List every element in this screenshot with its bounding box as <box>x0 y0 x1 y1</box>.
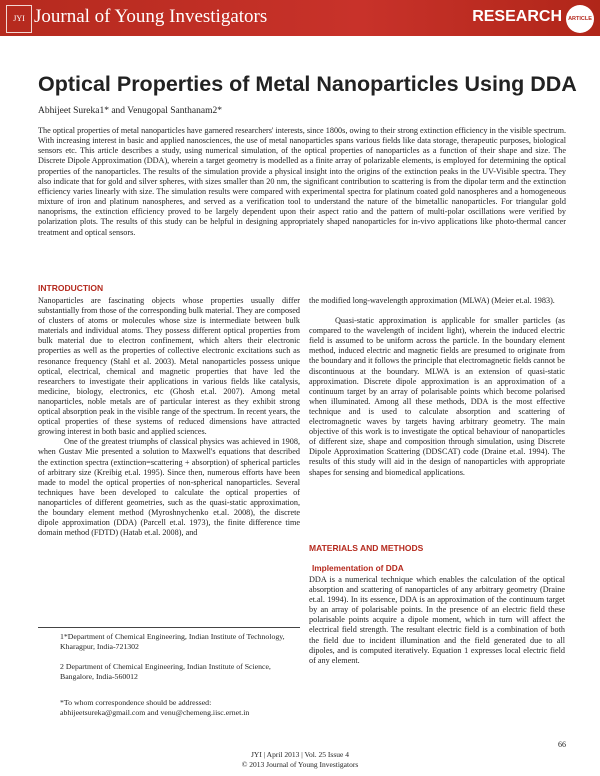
abstract: The optical properties of metal nanoparticles have garnered researchers' interests, since 1800s, owing to their strong extinction efficiency in the visible spectrum. With increasing interest in basic and applied nanosciences, the use of metal nanoparticles spans various fields like data storage, therapeutic purposes, biological sensors etc. This article describes a study, using numerical simulation, of the optical properties of nanoparticles as a function of their shape and size. The Discrete Dipole Approximation (DDA), wherein a target geometry is modelled as a finite array of polarizable elements, is employed for determining the optical properties of the nanoparticles. The results of the simulation provide a physical insight into the origins of the extinction peaks in the UV-Visible spectra. They also indicate that for gold and silver spheres, with sizes smaller than 20 nm, the significant contribution to scattering is from the dipolar term and the extinction efficiency varies linearly with size. The simulation results were compared with experimental spectra for platinum coated gold nanospheres and a homogeneous mixture of iron and platinum nanospheres, and served as a verification tool to understand the nature of the bimetallic nanoparticles. For triangular gold nanoprisms, the extinction efficiency proved to be largely dependent upon their aspect ratio and the pattern of multi-polar oscillations were verified by polarization plots. The results of this study can be helpful in designing appropriately shaped nanoparticles for in-vivo applications like photo-thermal cancer treatment and optical sensors. <box>38 126 566 237</box>
footnote-1: 1*Department of Chemical Engineering, Indian Institute of Technology, Kharagpur, India-721302 <box>60 632 285 651</box>
journal-header <box>0 0 600 36</box>
journal-logo: JYI <box>6 5 32 33</box>
correspondence-emails: abhijeetsureka@gmail.com and venu@chemeng.iisc.ernet.in <box>60 708 250 717</box>
intro-paragraph-2: One of the greatest triumphs of classical physics was achieved in 1908, when Gustav Mie presented a solution to Maxwell's equations that described the extinction spectra (extinction=scattering + absorption) of spherical particles of arbitrary size (Kreibig et.al. 1995). Since then, numerous efforts have been made to model the optical properties of non-spherical nanoparticles. Several techniques have been developed to calculate the optical properties of nanoparticles of different geometries, such as the quasi-static approximation, the boundary element method (Myroshnychenko et.al. 2008), the discrete dipole approximation (DDA) (Parcell et.al. 1973), the finite difference time domain method (FDTD) (Hatab et.al. 2008), and <box>38 437 300 538</box>
research-label: RESEARCH <box>472 8 562 25</box>
methods-heading: MATERIALS AND METHODS <box>309 543 424 553</box>
footnote-2: 2 Department of Chemical Engineering, Indian Institute of Science, Bangalore, India-560012 <box>60 662 271 681</box>
article-badge: ARTICLE <box>566 5 594 33</box>
intro-paragraph-4: Quasi-static approximation is applicable for smaller particles (as compared to the wavelength of incident light), wherein the induced electric field is assumed to be uniform across the particle. In the boundary element method, induced electric and magnetic fields are presumed to originate from the boundary and it follows the principle that electromagnetic fields cannot be discontinuous at the boundary. MLWA is an extension of quasi-static approximation. Discrete dipole approximation is an approximation of a continuum target by an array of polarisable points which become polarised when illuminated. Among all these methods, DDA is the most effective technique and is used to calculate absorption and scattering of electromagnetic waves by targets having arbitrary geometry. The main objective of this work is to investigate the optical behaviour of nanoparticles of different size, shape and composition through simulation, using Discrete Dipole Approximation Scattering (DDSCAT) code (Draine et.al. 1994). The results of this study will aid in the design of nanoparticles with appropriate shapes for sensing and biomedical applications. <box>309 316 565 477</box>
paper-authors: Abhijeet Sureka1* and Venugopal Santhanam2* <box>38 106 222 116</box>
intro-paragraph-3: the modified long-wavelength approximation (MLWA) (Meier et.al. 1983). <box>309 296 555 305</box>
paper-title: Optical Properties of Metal Nanoparticles Using DDA <box>38 72 577 96</box>
methods-paragraph-1: DDA is a numerical technique which enables the calculation of the optical absorption and scattering of nanoparticles of any arbitrary geometry (Draine et.al. 1994). In its essence, DDA is an approximation of the continuum target by an array of polarisable points. In the presence of an electric field these polarisable points acquire a dipole moment, which in turn will affect the electrical field strength. The resultant electric field is a combination of both the field due to incident illumination and the field generated due to all dipoles, and is computed iteratively. Equation 1 expresses local electric field of any element. <box>309 575 565 665</box>
introduction-heading: INTRODUCTION <box>38 283 104 293</box>
page-number: 66 <box>558 740 566 749</box>
footer-issue: JYI | April 2013 | Vol. 25 Issue 4 <box>251 750 349 759</box>
intro-paragraph-1: Nanoparticles are fascinating objects whose properties usually differ substantially from those of the corresponding bulk material. They are composed of clusters of atoms or molecules whose size is intermediate between bulk materials and individual atoms. They possess different optical properties from bulk material due to electron confinement, which alters their electronic properties as well as the properties of collective electronic excitations such as resonance frequency (Stahl et al. 2003). Metal nanoparticles possess unique optical, electrical, chemical and magnetic properties that have led the researchers to investigate their applications in various fields like catalysis, medicine, biology, electronics, etc (Ghosh et.al. 2007). Among metal nanoparticles, noble metals are of particular interest as they exhibit strong optical absorption peak in the visible range of the spectrum. In recent years, the optical properties of these systems of reduced dimensions have attracted growing interest in both basic and applied sciences. <box>38 296 301 437</box>
methods-subheading: Implementation of DDA <box>312 563 404 573</box>
correspondence-label: *To whom correspondence should be addressed: <box>60 698 212 707</box>
footnote-divider <box>38 627 300 628</box>
right-column <box>309 296 565 478</box>
left-column <box>38 296 300 538</box>
footer-copyright: © 2013 Journal of Young Investigators <box>241 760 359 769</box>
journal-name: Journal of Young Investigators <box>34 6 268 27</box>
